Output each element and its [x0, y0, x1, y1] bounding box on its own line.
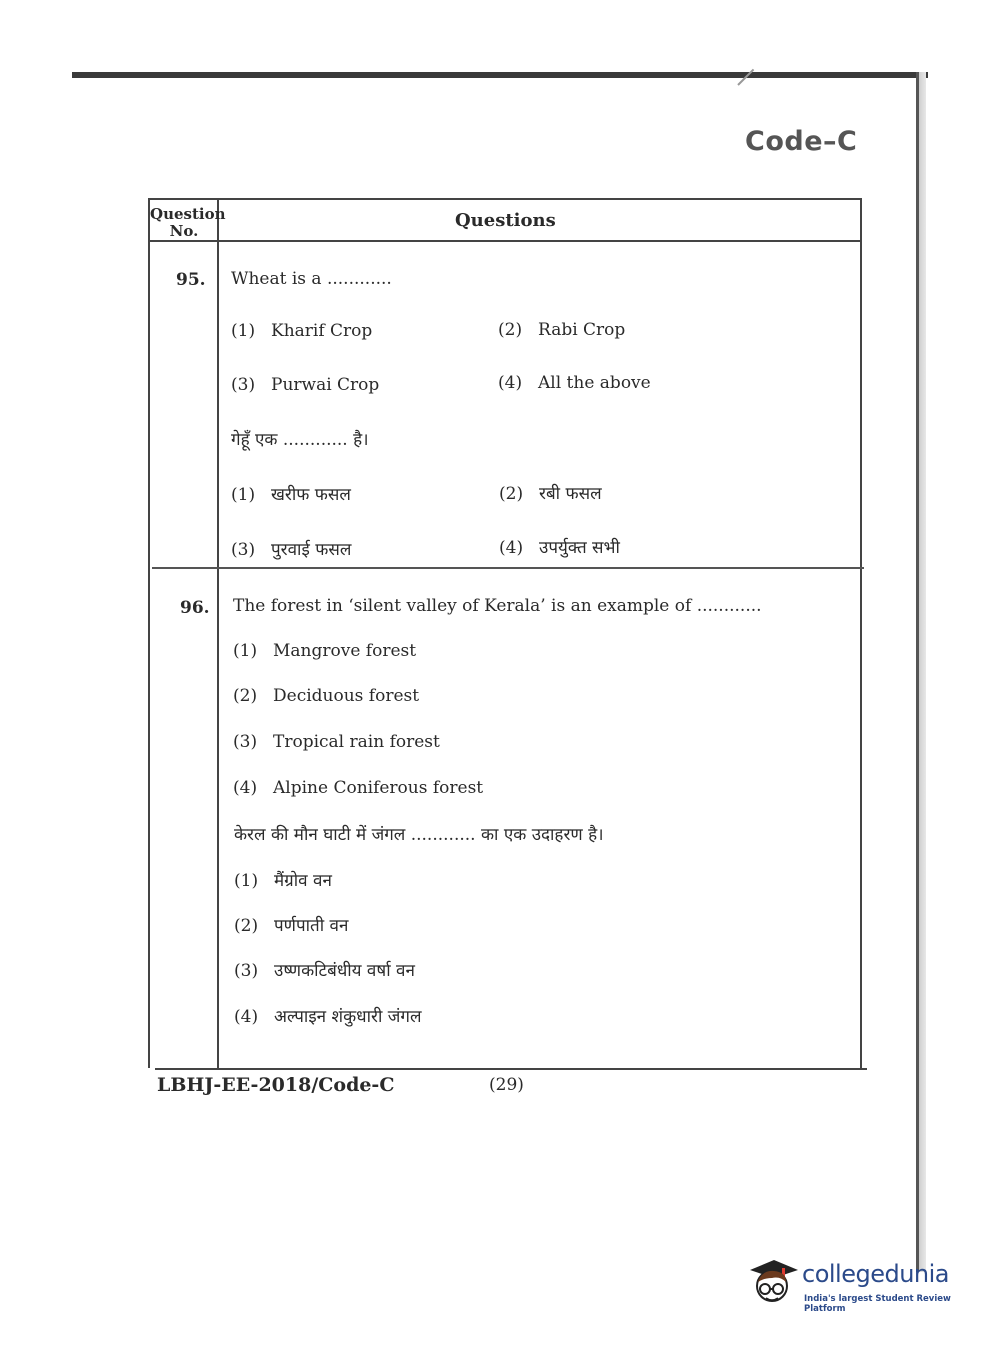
- option-number: (4): [499, 538, 524, 558]
- option-en: [233, 778, 483, 798]
- option-text: खरीफ फसल: [271, 485, 351, 505]
- option-en: [233, 732, 440, 752]
- option-number: (1): [233, 641, 258, 661]
- option-number: (2): [234, 916, 259, 936]
- question-text-en: Wheat is a ............: [231, 269, 392, 289]
- option-hi: [499, 535, 620, 558]
- option-text: रबी फसल: [539, 484, 602, 504]
- option-text: मैंग्रोव वन: [274, 871, 332, 891]
- option-number: (4): [498, 373, 523, 393]
- option-text: उष्णकटिबंधीय वर्षा वन: [274, 961, 415, 981]
- option-number: (3): [231, 375, 256, 395]
- option-hi: [231, 537, 351, 560]
- option-text: Purwai Crop: [271, 375, 380, 395]
- option-number: (2): [499, 484, 524, 504]
- option-text: Kharif Crop: [271, 321, 373, 341]
- option-text: Rabi Crop: [538, 320, 626, 340]
- option-hi: [234, 913, 348, 936]
- option-number: (4): [233, 778, 258, 798]
- option-en: [231, 375, 379, 395]
- page-right-border: [916, 72, 926, 1272]
- header-divider: [148, 240, 862, 242]
- option-number: (2): [498, 320, 523, 340]
- option-text: पुरवाई फसल: [271, 540, 352, 560]
- column-header-question-no-line1: Question: [150, 205, 226, 223]
- logo-tagline: India's largest Student Review Platform: [804, 1294, 951, 1314]
- paper-code: Code–C: [745, 126, 858, 157]
- column-header-questions: Questions: [455, 210, 556, 231]
- question-text-hi: गेहूँ एक ............ है।: [231, 430, 369, 450]
- option-number: (4): [234, 1007, 259, 1027]
- option-en: [231, 321, 372, 341]
- option-text: Alpine Coniferous forest: [273, 778, 484, 798]
- option-en: [498, 320, 625, 340]
- option-text: Deciduous forest: [273, 686, 420, 706]
- option-number: (3): [233, 732, 258, 752]
- question-text-hi: केरल की मौन घाटी में जंगल ............ का एक उदाहरण है।: [234, 825, 604, 845]
- option-number: (2): [233, 686, 258, 706]
- page-top-border: [72, 72, 928, 78]
- row-divider: [152, 567, 864, 569]
- option-text: पर्णपाती वन: [274, 916, 349, 936]
- logo-name: collegedunia: [802, 1260, 950, 1288]
- option-text: अल्पाइन शंकुधारी जंगल: [274, 1007, 422, 1027]
- option-number: (1): [234, 871, 259, 891]
- option-en: [498, 373, 651, 393]
- option-number: (1): [231, 485, 256, 505]
- option-text: उपर्युक्त सभी: [539, 538, 620, 558]
- mascot-icon: [744, 1252, 802, 1310]
- option-number: (3): [234, 961, 259, 981]
- option-number: (1): [231, 321, 256, 341]
- option-number: (3): [231, 540, 256, 560]
- option-text: Mangrove forest: [273, 641, 417, 661]
- option-hi: [234, 1004, 421, 1027]
- column-header-question-no-line2: No.: [169, 222, 199, 240]
- question-number: 96.: [180, 598, 210, 618]
- page-number: (29): [489, 1075, 524, 1095]
- option-hi: [499, 481, 602, 504]
- option-text: All the above: [538, 373, 651, 393]
- column-divider: [217, 198, 219, 1070]
- column-header-question-no: [150, 205, 226, 240]
- table-bottom-line: [155, 1068, 867, 1070]
- option-en: [233, 641, 416, 661]
- option-hi: [231, 482, 351, 505]
- collegedunia-logo: [744, 1252, 974, 1312]
- option-text: Tropical rain forest: [273, 732, 440, 752]
- question-text-en: The forest in ‘silent valley of Kerala’ is an example of ............: [233, 596, 762, 616]
- option-hi: [234, 958, 415, 981]
- footer-paper-code: LBHJ-EE-2018/Code-C: [157, 1074, 395, 1096]
- option-hi: [234, 868, 332, 891]
- option-en: [233, 686, 419, 706]
- question-number: 95.: [176, 270, 206, 290]
